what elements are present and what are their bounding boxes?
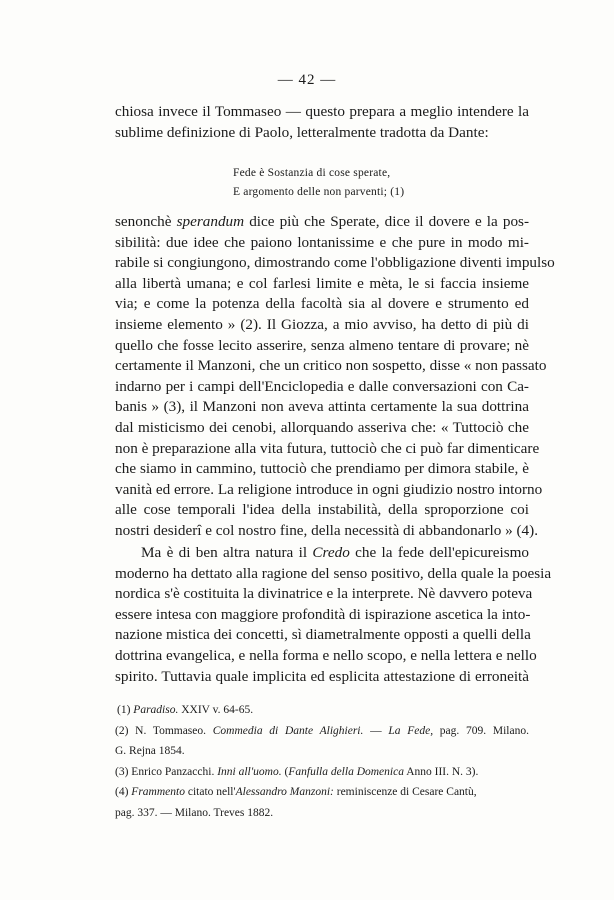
intro-paragraph: [115, 102, 529, 143]
italic-word: sperandum: [176, 213, 245, 230]
footnote-text: Anno III. N. 3).: [403, 765, 479, 778]
footnote-2-continuation: G. Rejna 1854.: [115, 745, 185, 757]
text-line: [115, 212, 529, 233]
text-line: vanità ed errore. La religione introduce in ogni giudizio nostro intorno: [115, 480, 543, 498]
footnote-4: [115, 782, 529, 803]
page-number: — 42 —: [277, 72, 337, 88]
dante-quote: [233, 164, 404, 202]
footnote-text: —: [363, 724, 389, 737]
text-line: dottrina evangelica, e nella forma e nello scopo, e nella lettera e nello: [115, 646, 537, 664]
footnote-4-continuation: pag. 337. — Milano. Treves 1882.: [115, 806, 274, 819]
text-span: dice più che Sperate, dice il dovere e la pos-: [244, 213, 530, 230]
text-line: quello che fosse lecito asserire, senza almeno tentare di provare; nè: [115, 336, 529, 354]
paragraph-2: [115, 543, 552, 687]
text-line: alla libertà umana; e col farlesi limite e mèta, le si faccia insieme: [115, 274, 529, 292]
text-line: indarno per i campi dell'Enciclopedia e dalle conversazioni con Ca-: [115, 377, 529, 395]
footnote-3: [115, 762, 529, 783]
footnote-number: (4): [115, 786, 132, 798]
text-line: dal misticismo dei cenobi, allorquando asseriva che: « Tuttociò che: [115, 418, 529, 436]
text-line: che siamo in cammino, tuttociò che prendiamo per dimora stabile, è: [115, 460, 529, 478]
footnote-text: pag. 709. Milano.: [433, 724, 529, 737]
quote-line: Fede è Sostanzia di cose sperate,: [233, 167, 391, 179]
footnote-title: Paradiso.: [133, 704, 179, 716]
footnote-text: (: [281, 765, 289, 778]
text-line: nazione mistica dei concetti, sì diametralmente opposti a quelli della: [115, 626, 531, 644]
footnote-text: N. Tommaseo.: [135, 724, 213, 737]
text-line: insieme elemento » (2). Il Giozza, a mio avviso, ha detto di più di: [115, 315, 529, 333]
text-line: certamente il Manzoni, che un critico non sospetto, disse « non passato: [115, 357, 547, 375]
text-line: [115, 543, 529, 564]
footnote-2: [115, 721, 529, 742]
footnotes: [115, 700, 529, 823]
footnote-text: reminiscenze di Cesare Cantù,: [333, 786, 477, 798]
text-line: sibilità: due idee che paiono lontanissime e che pure in modo mi-: [115, 233, 529, 251]
footnote-title: Fanfulla della Domenica: [288, 765, 404, 778]
text-line: alle cose temporali l'idea della instabilità, della sproporzione coi: [115, 501, 529, 519]
footnote-title: Commedia di Dante Alighieri.: [212, 724, 364, 737]
footnote-title: La Fede,: [388, 724, 434, 737]
text-span: senonchè: [115, 213, 177, 230]
text-line: essere intesa con maggiore profondità di ispirazione ascetica la into-: [115, 605, 531, 623]
footnote-text: XXIV v. 64-65.: [178, 704, 254, 716]
text-line: nordica s'è costituita la divinatrice e la interprete. Nè davvero poteva: [115, 585, 533, 603]
text-line: rabile si congiungono, dimostrando come l'obbligazione diventi impulso: [115, 254, 555, 272]
text-line: nostri desiderî e col nostro fine, della necessità di abbandonarlo » (4).: [115, 521, 539, 539]
footnote-number: (3): [115, 765, 132, 778]
text-line: non è preparazione alla vita futura, tuttociò che ci può far dimenticare: [115, 439, 540, 457]
italic-word: Credo: [312, 544, 350, 561]
footnote-text: Enrico Panzacchi.: [131, 765, 218, 778]
footnote-number: (2): [115, 724, 136, 737]
footnote-title: Inni all'uomo.: [217, 765, 282, 778]
footnote-number: (1): [117, 704, 134, 716]
text-span: che la fede dell'epicureismo: [349, 544, 530, 561]
footnote-title: Alessandro Manzoni:: [235, 786, 334, 798]
footnote-text: citato nell': [184, 786, 236, 798]
text-line: sublime definizione di Paolo, letteralmente tradotta da Dante:: [115, 123, 489, 141]
text-line: moderno ha dettato alla ragione del senso positivo, della quale la poesia: [115, 564, 552, 582]
footnote-1: [115, 700, 529, 721]
footnote-title: Frammento: [131, 786, 185, 798]
text-line: banis » (3), il Manzoni non aveva attinta certamente la sua dottrina: [115, 398, 529, 416]
text-line: chiosa invece il Tommaseo — questo prepara a meglio intendere la: [115, 103, 529, 120]
quote-line: E argomento delle non parventi; (1): [233, 186, 405, 198]
text-span: Ma è di ben altra natura il: [141, 544, 313, 561]
text-line: via; e come la potenza della facoltà sia al dovere e strumento ed: [115, 295, 529, 313]
text-line: spirito. Tuttavia quale implicita ed esplicita attestazione di erroneità: [115, 667, 529, 685]
paragraph-1: [115, 212, 555, 542]
